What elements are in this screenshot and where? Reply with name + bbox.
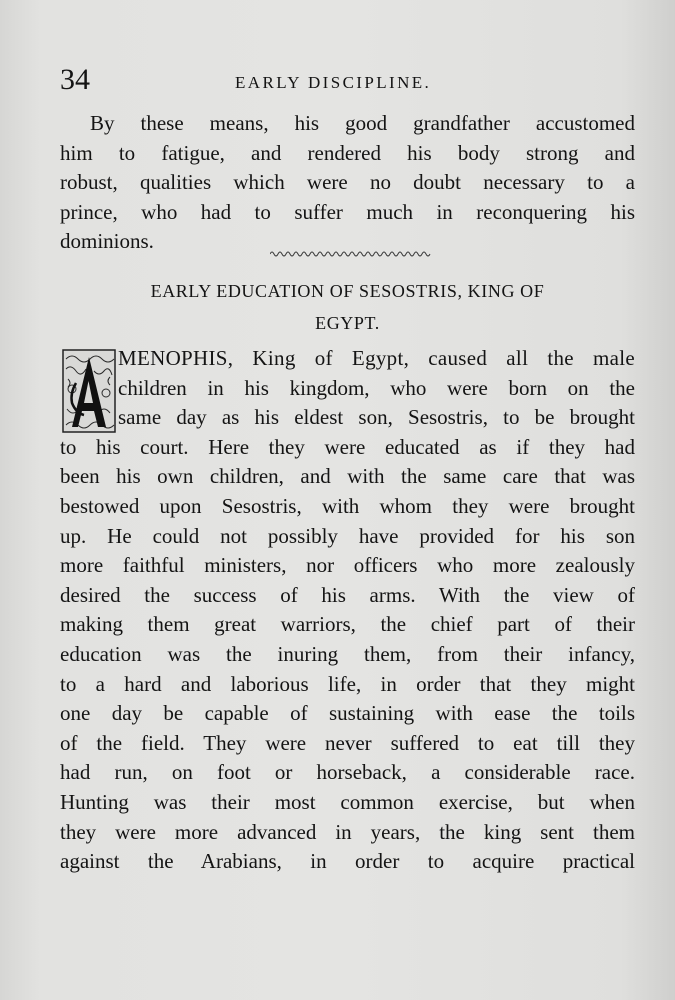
paragraph-line: robust, qualities which were no doubt necessary to a bbox=[60, 170, 635, 195]
paragraph-line: children in his kingdom, who were born on the bbox=[118, 375, 635, 400]
paragraph-line: desired the success of his arms. With the view of bbox=[60, 582, 635, 607]
paragraph-line: MENOPHIS, King of Egypt, caused all the male bbox=[118, 346, 635, 370]
section-divider-ornament bbox=[270, 248, 432, 260]
paragraph-line: up. He could not possibly have provided for his son bbox=[60, 523, 635, 548]
paragraph-amenophis bbox=[60, 344, 635, 877]
paragraph-line: him to fatigue, and rendered his body strong and bbox=[60, 140, 635, 165]
paragraph-line: making them great warriors, the chief part of their bbox=[60, 612, 635, 637]
paragraph-line: against the Arabians, in order to acquire practical bbox=[60, 849, 635, 874]
paragraph-line: to his court. Here they were educated as if they had bbox=[60, 434, 635, 459]
paragraph-line: Hunting was their most common exercise, but when bbox=[60, 789, 635, 814]
page-header bbox=[60, 60, 635, 100]
page-number: 34 bbox=[60, 63, 90, 96]
paragraph-line: to a hard and laborious life, in order that they might bbox=[60, 671, 635, 696]
paragraph-line: of the field. They were never suffered to eat till they bbox=[60, 730, 635, 755]
paragraph-line: same day as his eldest son, Sesostris, to be brought bbox=[118, 405, 635, 430]
running-head: EARLY DISCIPLINE. bbox=[235, 73, 432, 92]
paragraph-line: been his own children, and with the same care that was bbox=[60, 464, 635, 489]
paragraph-line: one day be capable of sustaining with ease the toils bbox=[60, 701, 635, 726]
paragraph-line: they were more advanced in years, the king sent them bbox=[60, 819, 635, 844]
paragraph-line: education was the inuring them, from their infancy, bbox=[60, 641, 635, 666]
paragraph-line: prince, who had to suffer much in reconquering his bbox=[60, 199, 635, 224]
paragraph-grandfather bbox=[60, 109, 635, 257]
section-heading-continued: EGYPT. bbox=[315, 313, 380, 333]
paragraph-line: dominions. bbox=[60, 229, 154, 254]
paragraph-line: By these means, his good grandfather accustomed bbox=[90, 111, 635, 135]
paragraph-line: more faithful ministers, nor officers who more zealously bbox=[60, 553, 635, 578]
section-heading: EARLY EDUCATION OF SESOSTRIS, KING OF bbox=[150, 281, 545, 301]
paragraph-line: bestowed upon Sesostris, with whom they were brought bbox=[60, 493, 635, 518]
paragraph-line: had run, on foot or horseback, a considerable race. bbox=[60, 760, 635, 785]
